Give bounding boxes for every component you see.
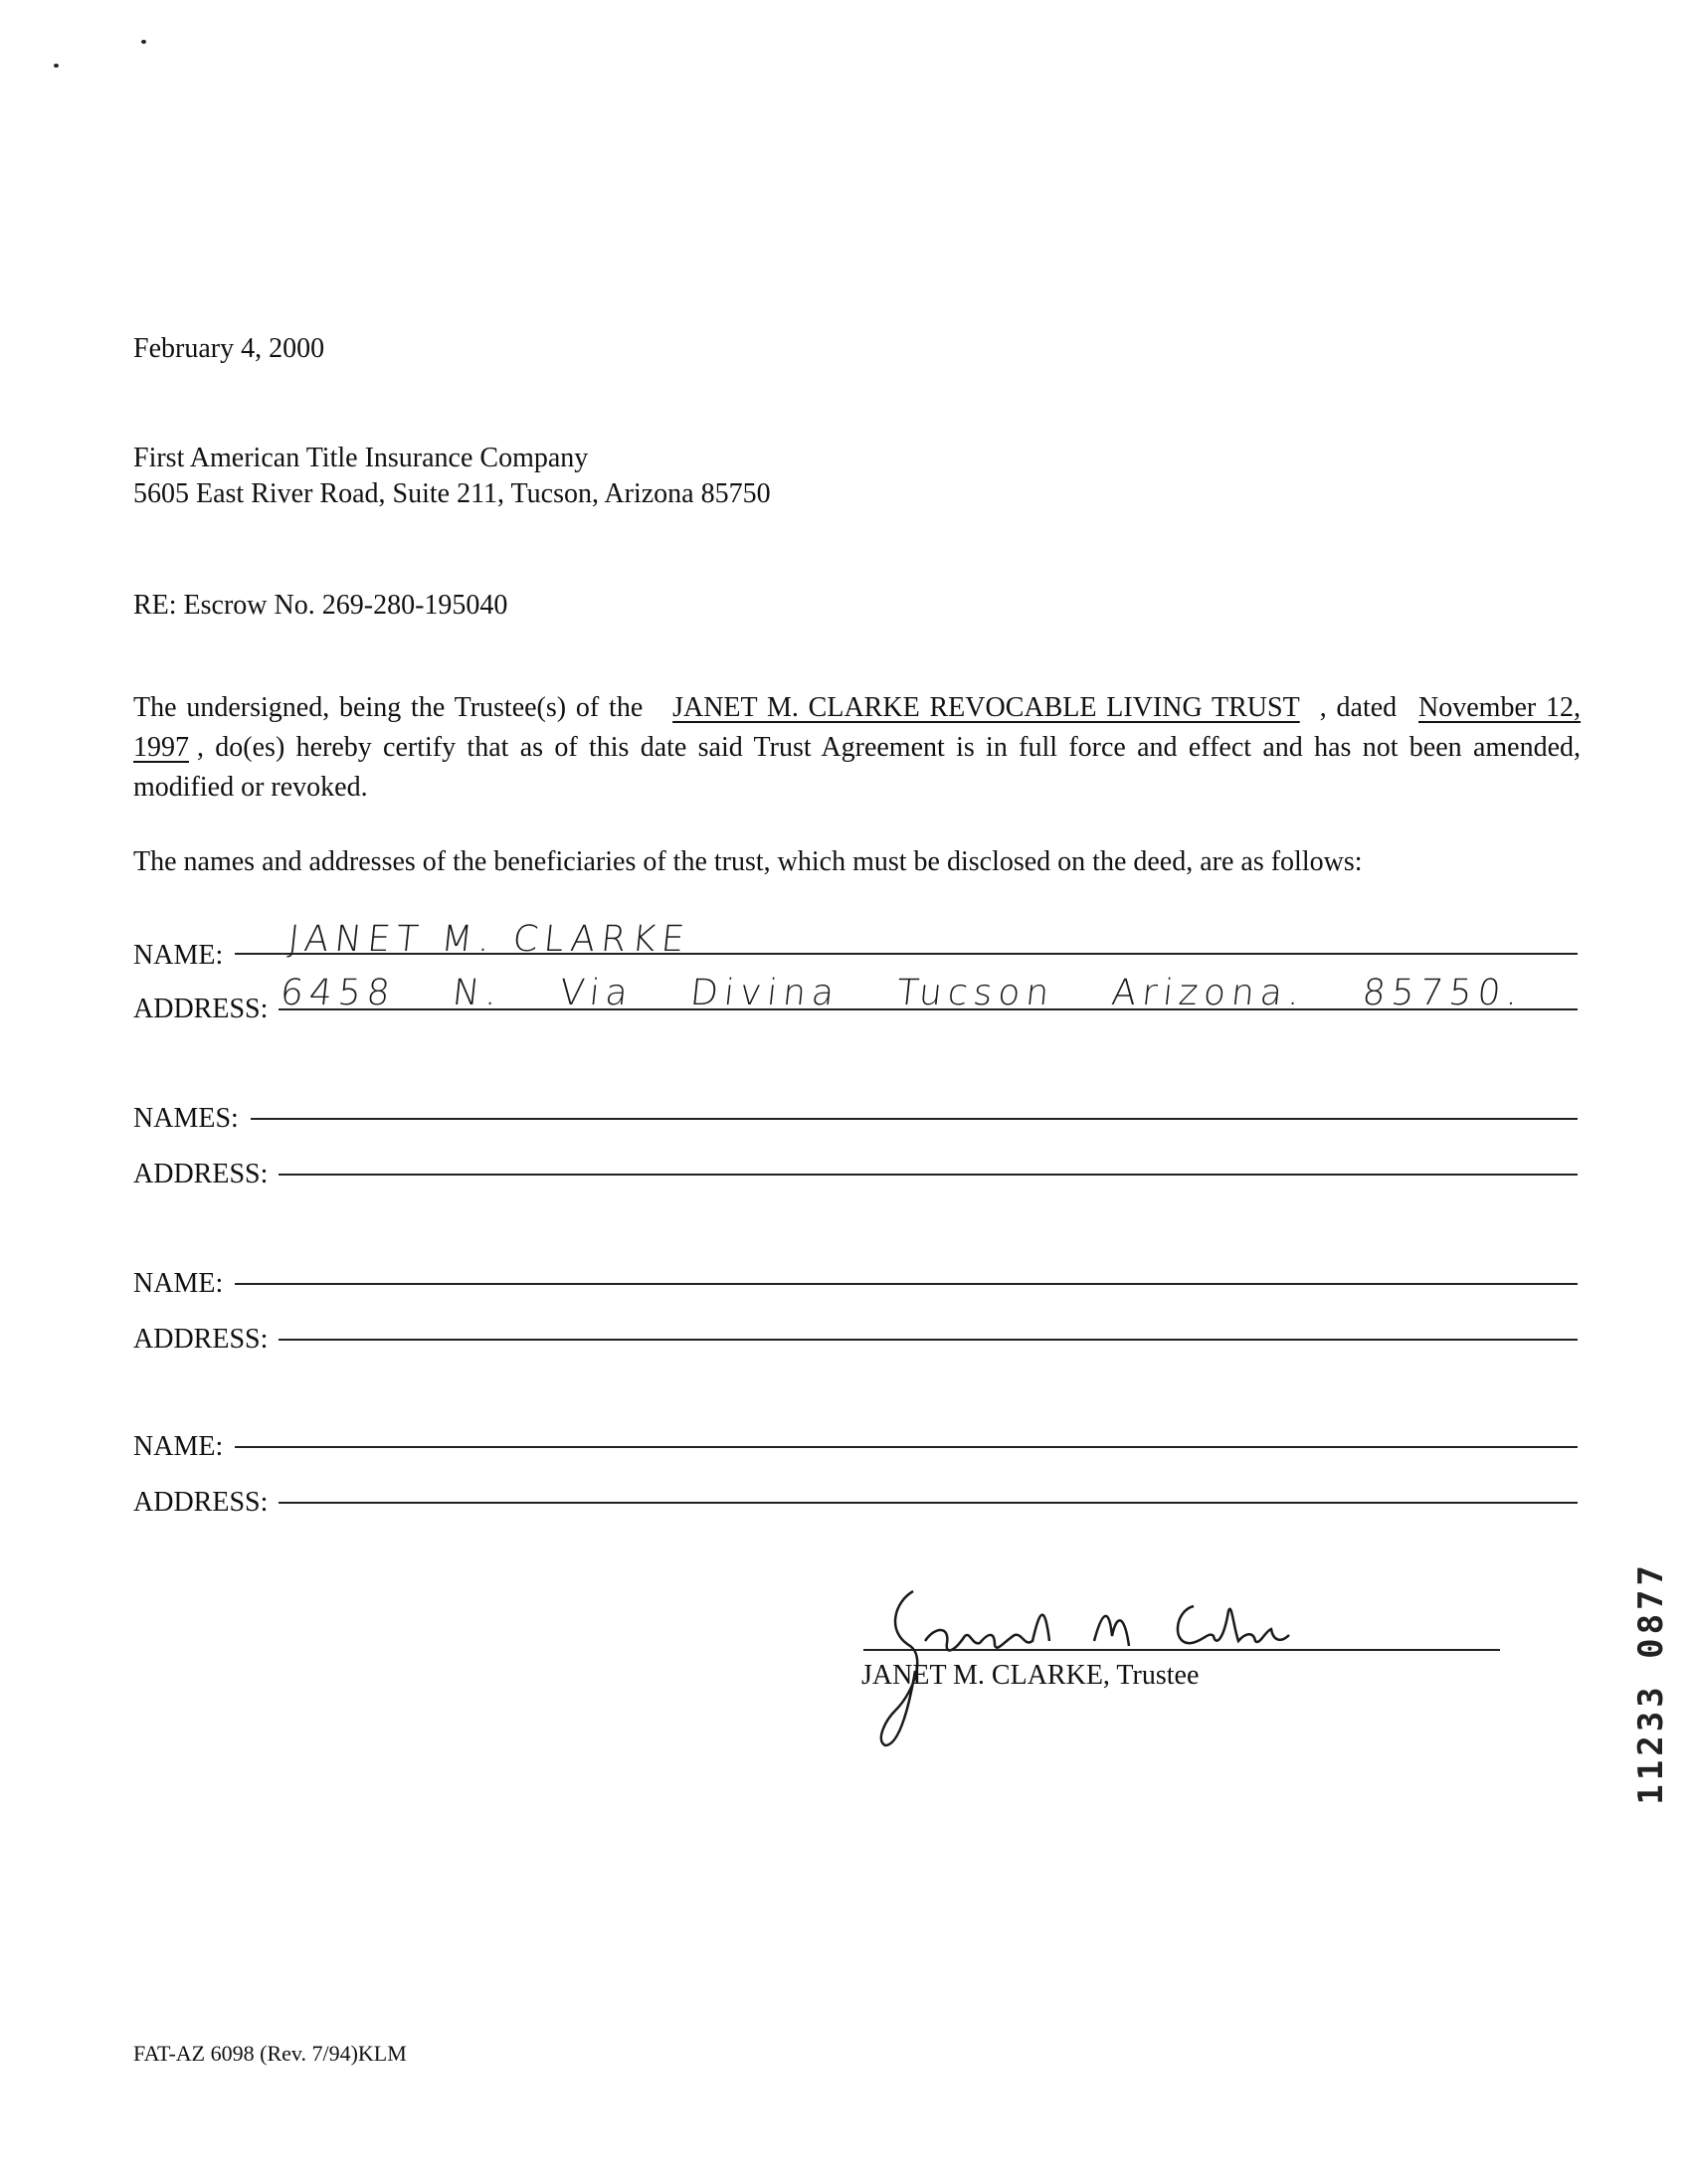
certification-body: , do(es) hereby certify that as of this date said Trust Agreement is in full force and effect and has not been amended, modified or revoked.: [133, 732, 1581, 803]
scan-speck: [141, 40, 146, 44]
address-label: ADDRESS:: [133, 1324, 269, 1355]
address-line: [279, 1174, 1578, 1176]
letter-date: February 4, 2000: [133, 333, 325, 364]
form-code: FAT-AZ 6098 (Rev. 7/94)KLM: [133, 2041, 407, 2066]
name-line: [251, 1118, 1578, 1120]
address-field[interactable]: 6458 N. Via Divina Tucson Arizona. 85750.: [278, 973, 1526, 1013]
name-line: [235, 1446, 1578, 1448]
company-name: First American Title Insurance Company: [133, 443, 589, 473]
dated-label: , dated: [1319, 692, 1398, 723]
certification-paragraph: [133, 688, 1581, 808]
certification-prefix: The undersigned, being the Trustee(s) of the: [133, 692, 644, 723]
address-label: ADDRESS:: [133, 1487, 269, 1518]
address-label: ADDRESS:: [133, 994, 269, 1024]
company-address: 5605 East River Road, Suite 211, Tucson, Arizona 85750: [133, 478, 771, 509]
side-stamp-number: 11233 0877: [1631, 1561, 1671, 1805]
address-label: ADDRESS:: [133, 1159, 269, 1189]
trust-name: JANET M. CLARKE REVOCABLE LIVING TRUST: [672, 692, 1300, 723]
address-line: [279, 1339, 1578, 1341]
scan-speck: [54, 64, 59, 68]
signatory-name: JANET M. CLARKE, Trustee: [861, 1660, 1200, 1691]
name-label: NAME:: [133, 940, 224, 971]
name-label: NAME:: [133, 1268, 224, 1299]
beneficiaries-intro: The names and addresses of the beneficiaries of the trust, which must be disclosed on the deed, are as follows:: [133, 846, 1363, 877]
names-label: NAMES:: [133, 1103, 239, 1134]
address-line: [279, 1502, 1578, 1504]
name-line: [235, 1283, 1578, 1285]
name-label: NAME:: [133, 1431, 224, 1462]
name-field[interactable]: JANET M. CLARKE: [285, 919, 692, 960]
trust-date: November 12, 1997: [133, 692, 1582, 763]
escrow-reference: RE: Escrow No. 269-280-195040: [133, 590, 508, 621]
